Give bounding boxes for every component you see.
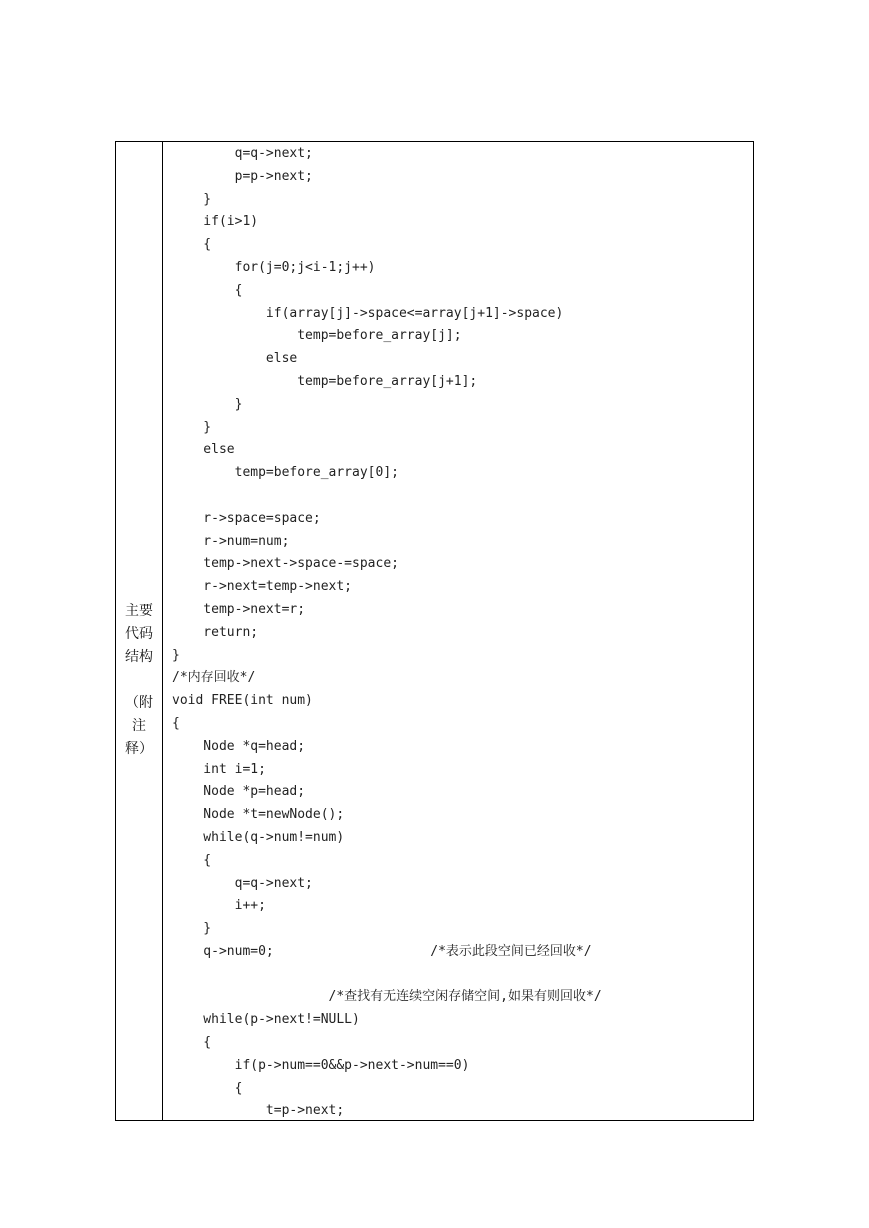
code-line: /*查找有无连续空闲存储空间,如果有则回收*/ xyxy=(172,989,602,1005)
code-line: if(p->num==0&&p->next->num==0) xyxy=(172,1057,470,1073)
code-line: } xyxy=(172,396,243,412)
code-line: temp=before_array[j]; xyxy=(172,328,462,344)
code-line: /*内存回收*/ xyxy=(172,670,256,686)
code-line: temp->next->space-=space; xyxy=(172,556,399,572)
code-line: r->next=temp->next; xyxy=(172,579,353,595)
code-line: i++; xyxy=(172,898,266,914)
code-line: int i=1; xyxy=(172,761,266,777)
code-line: if(array[j]->space<=array[j+1]->space) xyxy=(172,305,564,321)
section-label-line xyxy=(116,669,162,692)
code-line: { xyxy=(172,282,243,298)
code-line: return; xyxy=(172,624,259,640)
code-line: } xyxy=(172,921,212,937)
code-line: { xyxy=(172,237,212,253)
code-line: Node *t=newNode(); xyxy=(172,807,345,823)
code-line: temp=before_array[0]; xyxy=(172,465,399,481)
code-line: void FREE(int num) xyxy=(172,693,313,709)
section-label-line: （附 xyxy=(125,695,153,711)
code-line: { xyxy=(172,1035,212,1051)
code-line: temp=before_array[j+1]; xyxy=(172,373,478,389)
section-label-line: 释） xyxy=(125,741,153,757)
code-line: Node *p=head; xyxy=(172,784,306,800)
section-label xyxy=(116,600,162,761)
section-label-line: 结构 xyxy=(125,649,153,665)
code-line: Node *q=head; xyxy=(172,738,306,754)
code-line: for(j=0;j<i-1;j++) xyxy=(172,259,376,275)
code-line: { xyxy=(172,852,212,868)
code-line: temp->next=r; xyxy=(172,601,306,617)
code-line: r->num=num; xyxy=(172,533,290,549)
section-label-line: 主要 xyxy=(125,603,153,619)
code-line: else xyxy=(172,442,235,458)
code-line: while(q->num!=num) xyxy=(172,829,345,845)
section-label-line: 注 xyxy=(132,718,146,734)
code-line: } xyxy=(172,191,212,207)
code-line: { xyxy=(172,1080,243,1096)
label-cell xyxy=(116,142,163,1120)
code-line xyxy=(172,485,747,508)
code-line: { xyxy=(172,715,180,731)
code-line xyxy=(172,964,747,987)
code-line: p=p->next; xyxy=(172,168,313,184)
code-line: } xyxy=(172,647,180,663)
code-line: else xyxy=(172,351,298,367)
code-line: r->space=space; xyxy=(172,510,321,526)
section-label-line: 代码 xyxy=(125,626,153,642)
code-line: q=q->next; xyxy=(172,875,313,891)
code-line: while(p->next!=NULL) xyxy=(172,1012,360,1028)
code-line: q->num=0; /*表示此段空间已经回收*/ xyxy=(172,943,592,959)
code-line: if(i>1) xyxy=(172,214,259,230)
code-table xyxy=(115,141,754,1121)
code-block xyxy=(172,143,747,1123)
code-line: q=q->next; xyxy=(172,146,313,161)
code-line: } xyxy=(172,419,212,435)
code-line: t=p->next; xyxy=(172,1103,345,1119)
